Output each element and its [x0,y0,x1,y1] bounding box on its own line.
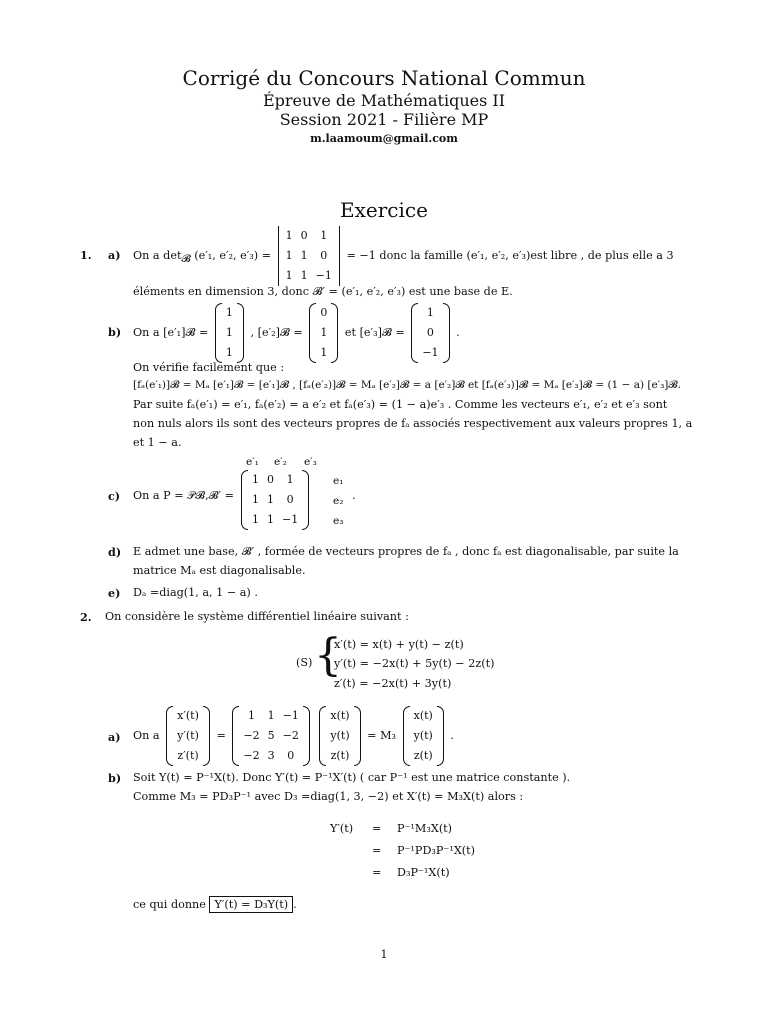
q1a-post: = −1 donc la famille (e′₁, e′₂, e′₃)est libre , de plus elle a 3 [346,248,674,262]
q1c-col-label: e′₃ [304,456,317,468]
q1b-line2: [fₐ(e′₁)]𝓑 = Mₐ [e′₁]𝓑 = [e′₁]𝓑 , [fₐ(e′₂)]𝓑 = Mₐ [e′₂]𝓑 = a [e′₂]𝓑 et [fₐ(e′₃)]𝓑 = Mₐ [e′₃]𝓑 = (1 − a) [e′₃]𝓑. [133,379,681,391]
matrix-cell: x′(t) [177,709,199,723]
document-session: Session 2021 - Filière MP [279,110,489,129]
question-2-number: 2. [80,610,92,624]
matrix-cell: y(t) [413,729,433,743]
q1b-line3: Par suite fₐ(e′₁) = e′₁, fₐ(e′₂) = a e′₂ et fₐ(e′₃) = (1 − a)e′₃ . Comme les vecteurs e′₁, e′₂ et e′₃ sont [133,398,668,411]
q1c-row-label: e₂ [333,495,344,507]
q1c-matrix-wrap [238,470,312,530]
matrix-cell: 1 [320,346,328,360]
matrix-cell: x(t) [413,709,433,723]
q2-intro: On considère le système différentiel linéaire suivant : [105,610,409,623]
system-brace: { [314,630,342,681]
q1b-label: b) [108,325,122,339]
q2b-concl-pre: ce qui donne [133,898,206,911]
author-email: m.laamoum@gmail.com [310,132,458,145]
q1b-end: . [456,325,460,339]
q1c-matrix [241,470,309,530]
q2b-concl-box: Y′(t) = D₃Y(t) [209,896,293,913]
q1b-line1: On vérifie facilement que : [133,361,285,374]
q1c-row-label: e₃ [333,515,344,527]
q1e-label: e) [108,586,121,600]
q1c-col-label: e′₁ [246,456,259,468]
q1b-vector-2 [309,303,338,363]
page-number: 1 [380,948,388,961]
matrix-cell: x(t) [330,709,350,723]
q1b-pre: On a [e′₁]𝓑 = [133,325,209,339]
q1b-vectors [133,303,460,363]
q1d-line2: matrice Mₐ est diagonalisable. [133,564,306,577]
system-eq-1: x′(t) = x(t) + y(t) − z(t) [334,638,464,651]
q1a-line2: éléments en dimension 3, donc 𝓑′ = (e′₁, e′₂, e′₃) est une base de E. [133,285,513,298]
matrix-cell: 1 [285,229,293,243]
matrix-cell: 1 [267,709,275,723]
matrix-cell: 1 [248,709,255,723]
q1d-line1: E admet une base, 𝓑′ , formée de vecteurs propres de fₐ , donc fₐ est diagonalisable, par suite la [133,545,679,558]
q1a-pre: On a det [133,248,182,262]
matrix-cell: 1 [252,513,259,527]
q2b-line1: Soit Y(t) = P⁻¹X(t). Donc Y′(t) = P⁻¹X′(t) ( car P⁻¹ est une matrice constante ). [133,771,571,784]
q2a-label: a) [108,730,121,744]
q1b-line5: et 1 − a. [133,436,182,449]
q1b-vector-1 [215,303,244,363]
matrix-cell: 0 [426,326,434,340]
q1a-sub: 𝓑 [181,253,191,266]
q1a-line1 [133,226,674,286]
matrix-cell: 0 [267,473,274,487]
matrix-cell: 1 [286,473,294,487]
question-1-number: 1. [80,248,92,262]
q2b-eq-lhs: Y′(t) [330,822,354,835]
q1b-mid2: et [e′₃]𝓑 = [344,325,405,339]
matrix-cell: 1 [252,493,259,507]
q1d-label: d) [108,545,122,559]
q1b-line4: non nuls alors ils sont des vecteurs propres de fₐ associés respectivement aux valeurs propres 1, a [133,417,693,430]
matrix-cell: 1 [267,493,274,507]
q1c-label: c) [108,489,121,503]
matrix-cell: z(t) [413,749,433,763]
matrix-cell: 1 [267,513,274,527]
matrix-cell: 1 [426,306,434,320]
q2a-equation [133,706,454,766]
matrix-cell: −2 [282,729,299,743]
system-eq-3: z′(t) = −2x(t) + 3y(t) [334,677,452,690]
q1a-label: a) [108,248,121,262]
matrix-cell: 0 [287,749,295,763]
q1e-text: Dₐ =diag(1, a, 1 − a) . [133,586,258,599]
q2b-eq-sign: = [372,822,382,835]
q2b-label: b) [108,771,122,785]
system-label: (S) [296,656,313,669]
q2b-eq-rhs: D₃P⁻¹X(t) [397,866,450,879]
matrix-cell: 1 [300,249,308,263]
q2b-eq-sign: = [372,844,382,857]
system-eq-2: y′(t) = −2x(t) + 5y(t) − 2z(t) [334,657,495,670]
q1c-pre: On a P = 𝒫𝓑,𝓑′ = [133,489,235,502]
matrix-cell: 1 [285,269,293,283]
q1b-vector-3 [411,303,449,363]
q2a-eq1: = [216,728,226,742]
matrix-cell: 1 [225,346,233,360]
matrix-cell: −1 [315,269,332,283]
matrix-cell: z(t) [330,749,350,763]
q2a-x-vector-2 [403,706,444,766]
matrix-cell: 0 [320,249,328,263]
q2b-eq-sign: = [372,866,382,879]
matrix-cell: 3 [267,749,275,763]
matrix-cell: 1 [285,249,293,263]
q2b-eq-rhs: P⁻¹M₃X(t) [397,822,453,835]
matrix-cell: 1 [320,326,328,340]
matrix-cell: −1 [282,513,299,527]
q2a-eq2: = M₃ [367,728,397,742]
matrix-cell: 1 [320,229,328,243]
q1b-mid1: , [e′₂]𝓑 = [250,325,303,339]
section-title: Exercice [340,198,428,222]
q2a-matrix [232,706,309,766]
q1a-determinant [278,226,340,286]
matrix-cell: −1 [422,346,439,360]
matrix-cell: 0 [300,229,308,243]
document-subtitle: Épreuve de Mathématiques II [262,91,506,110]
q2b-concl-end: . [293,898,297,911]
matrix-cell: 0 [286,493,294,507]
matrix-cell: y′(t) [177,729,199,743]
matrix-cell: 1 [300,269,308,283]
matrix-cell: 1 [225,326,233,340]
matrix-cell: 0 [320,306,328,320]
q2b-eq-rhs: P⁻¹PD₃P⁻¹X(t) [397,844,476,857]
q2a-end: . [450,728,454,742]
q2b-line2: Comme M₃ = PD₃P⁻¹ avec D₃ =diag(1, 3, −2) et X′(t) = M₃X(t) alors : [133,790,524,803]
q1c-end: . [352,489,356,502]
matrix-cell: −2 [243,749,260,763]
q2a-x-vector [319,706,360,766]
matrix-cell: 1 [252,473,259,487]
q2a-pre: On a [133,728,160,742]
q2b-conclusion [133,897,297,913]
matrix-cell: 1 [225,306,233,320]
matrix-cell: 5 [267,729,275,743]
matrix-cell: y(t) [330,729,350,743]
q2a-lhs-vector [166,706,210,766]
q1c-col-label: e′₂ [274,456,287,468]
matrix-cell: z′(t) [177,749,199,763]
q1a-args: (e′₁, e′₂, e′₃) = [194,248,272,262]
document-title: Corrigé du Concours National Commun [182,66,586,90]
q1c-row-label: e₁ [333,475,344,487]
matrix-cell: −1 [282,709,299,723]
matrix-cell: −2 [243,729,260,743]
